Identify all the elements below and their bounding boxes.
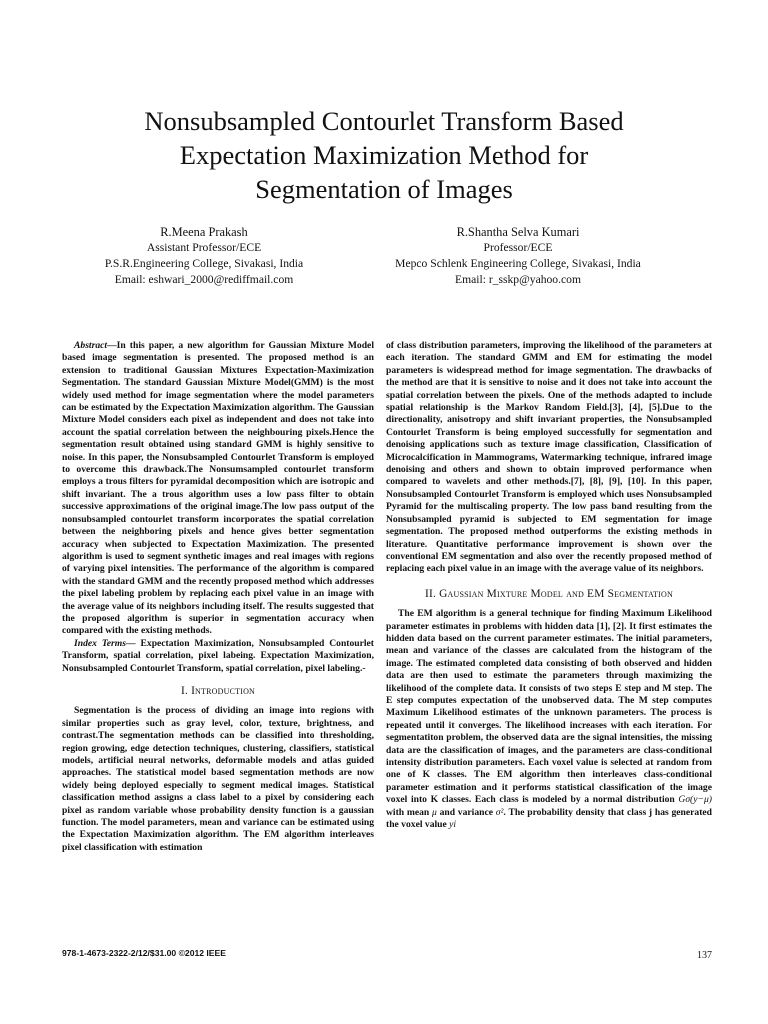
- gmm-text: The EM algorithm is a general technique for finding Maximum Likelihood parameter estimates in problems with hidden data [1], [2]. It first estimates the hidden data based on the current parameter estimates. The initial parameters, mean and variance of the classes are calculated from the histogram of the image. The estimated completed data consisting of both observed and hidden data are then used to estimate the parameters through maximizing the likelihood of the complete data. It consists of two steps E step and M step. The E step computes expectation of the unobserved data. The M step computes Maximum Likelihood estimates of the unknown parameters. The process is repeated until it converges. The likelihood increases with each iteration. For segmentatiton problem, the observed data are the signal intensities, the missing data are the classification of images, and the parameters are class-conditional intensity distribution parameters. Each voxel value is selected at random from one of K classes. The EM algorithm then interleaves class-conditional parameter estimation and it performs statistical classification of the image voxel into K classes. Each class is modeled by a normal distribution: [386, 608, 712, 806]
- index-terms-label: Index Terms: [74, 637, 126, 649]
- index-terms-text: Expectation Maximization, Nonsubsampled Contourlet Transform, spatial correlation, pixel labeing. Expectation Maximization, Nonsubsampled Contourlet Transform, spatial correlation, pixel labeling.-: [62, 637, 374, 674]
- author-role: Professor/ECE: [483, 241, 553, 254]
- title-line-3: Segmentation of Images: [255, 174, 513, 204]
- title-line-1: Nonsubsampled Contourlet Transform Based: [144, 106, 624, 136]
- section-title: Introduction: [191, 684, 256, 697]
- section-heading-introduction: [62, 685, 374, 697]
- right-column: [386, 340, 712, 831]
- section-heading-gmm-em: [386, 588, 712, 600]
- gaussian-formula: Gσ(y−μ): [678, 794, 712, 806]
- author-block-2: [372, 224, 664, 288]
- gmm-text: . The probability density that class j has generated the voxel value: [386, 806, 712, 831]
- gmm-text: with mean: [386, 806, 433, 818]
- section-numeral: I.: [180, 684, 188, 697]
- introduction-paragraph: Segmentation is the process of dividing an image into regions with similar properties such as gray level, color, texture, brightness, and contrast.The segmentation methods can be classified into thresholding, region growing, edge detection techniques, clustering, classifiers, statistical models, artificial neural networks, deformable models and atlas guided approaches. The statistical model based segmentation methods are now widely being deployed especially to segment medical images. Statistical classification method assigns a class label to a pixel by considering each pixel as random variable whose probability density function is a gaussian function. The model parameters, mean and variance can be estimated using the Expectation Maximization algorithm. The EM algorithm interleaves pixel classification with estimation: [62, 705, 374, 853]
- intro-continuation-paragraph: of class distribution parameters, improving the likelihood of the parameters at each iteration. The standard GMM and EM for estimating the model parameters is widespread method for image segmentation. The drawbacks of the method are that it is sensitive to noise and it does not take into account the spatial correlation between the pixels. One of the methods adapted to include spatial relationship is the Markov Random Field.[3], [4], [5].Due to the directionality, anisotropy and shift invariant properties, the Nonsubsampled Contourlet Transform is being employed successfully for segmentation and denoising applications such as texture image classification, Classification of Microcalcification in Mammograms, Watermarking technique, infrared image denoising and others and shown to obtain improved performance when compared to wavelets and other methods.[7], [8], [9], [10]. In this paper, Nonsubsampled Contourlet Transform is employed which uses Nonsubsampled Pyramid for the multiscaling property. The low pass band resulting from the Nonsubsampled pyramid is subjected to EM segmentation for image segmentation. The proposed method outperforms the existing methods in literature. Quantitative performance improvement is shown over the conventional EM segmentation and also over the recently proposed method of replacing each pixel value in an image with the average value of its neighbors.: [386, 340, 712, 575]
- index-terms-paragraph: [62, 638, 374, 675]
- section-title: Gaussian Mixture Model and EM Segmentation: [439, 587, 673, 600]
- author-name: R.Meena Prakash: [160, 225, 248, 239]
- abstract-dash: —: [107, 340, 117, 351]
- author-email: Email: eshwari_2000@rediffmail.com: [114, 273, 294, 286]
- variance-symbol: σ²: [495, 806, 504, 818]
- gmm-em-paragraph: [386, 608, 712, 831]
- title-line-2: Expectation Maximization Method for: [179, 140, 589, 170]
- gmm-text: and variance: [436, 806, 496, 818]
- author-affiliation: P.S.R.Engineering College, Sivakasi, India: [104, 257, 304, 270]
- author-block-1: [84, 224, 324, 288]
- author-affiliation: Mepco Schlenk Engineering College, Sivakasi, India: [395, 257, 641, 270]
- author-role: Assistant Professor/ECE: [146, 241, 262, 254]
- left-column: [62, 340, 374, 854]
- paper-title: [60, 104, 708, 206]
- page-number: 137: [697, 950, 712, 961]
- copyright-footer: 978-1-4673-2322-2/12/$31.00 ©2012 IEEE: [62, 948, 227, 958]
- abstract-label: Abstract: [74, 340, 108, 351]
- author-name: R.Shantha Selva Kumari: [456, 225, 580, 239]
- voxel-symbol: yi: [449, 819, 457, 831]
- author-email: Email: r_sskp@yahoo.com: [455, 273, 581, 286]
- index-terms-dash: —: [126, 637, 136, 649]
- mean-symbol: μ: [432, 806, 437, 818]
- section-numeral: II.: [425, 587, 437, 600]
- abstract-paragraph: [62, 340, 374, 638]
- abstract-text: In this paper, a new algorithm for Gaussian Mixture Model based image segmentation is presented. The proposed method is an extension to traditional Gaussian Mixtures Expectation-Maximization Segmentation. The standard Gaussian Mixture Model(GMM) is the most widely used method for image segmentation where the model parameters can be estimated by the Expectation Maximization algorithm. The Gaussian Mixture Model considers each pixel as independent and does not take into account the spatial correlation between the neighbouring pixels.Hence the segmentation result obtained using standard GMM is highly sensitive to noise. In this paper, the Nonsubsampled Contourlet Transform is employed to overcome this drawback.The Nonsumsampled contourlet transform employs a trous filters for pyramidal decomposition which are isotropic and shift invariant. The a trous algorithm uses a low pass filter to obtain successive approximations of the original image.The low pass output of the nonsubsampled contourlet transform incorporates the spatial correlation between the neighboring pixels and hence gives better segmentation accuracy when subjected to Expectation Maximization. The presented algorithm is used to segment synthetic images and real images with regions of varying pixel intensities. The performance of the algorithm is compared with the standard GMM and the recently proposed method which addresses the pixel labeling problem by replacing each pixel value in an image with the average value of its neighbors including itself. The results suggested that the proposed algorithm is superior in segmentation accuracy when compared with the existing methods.: [62, 340, 374, 637]
